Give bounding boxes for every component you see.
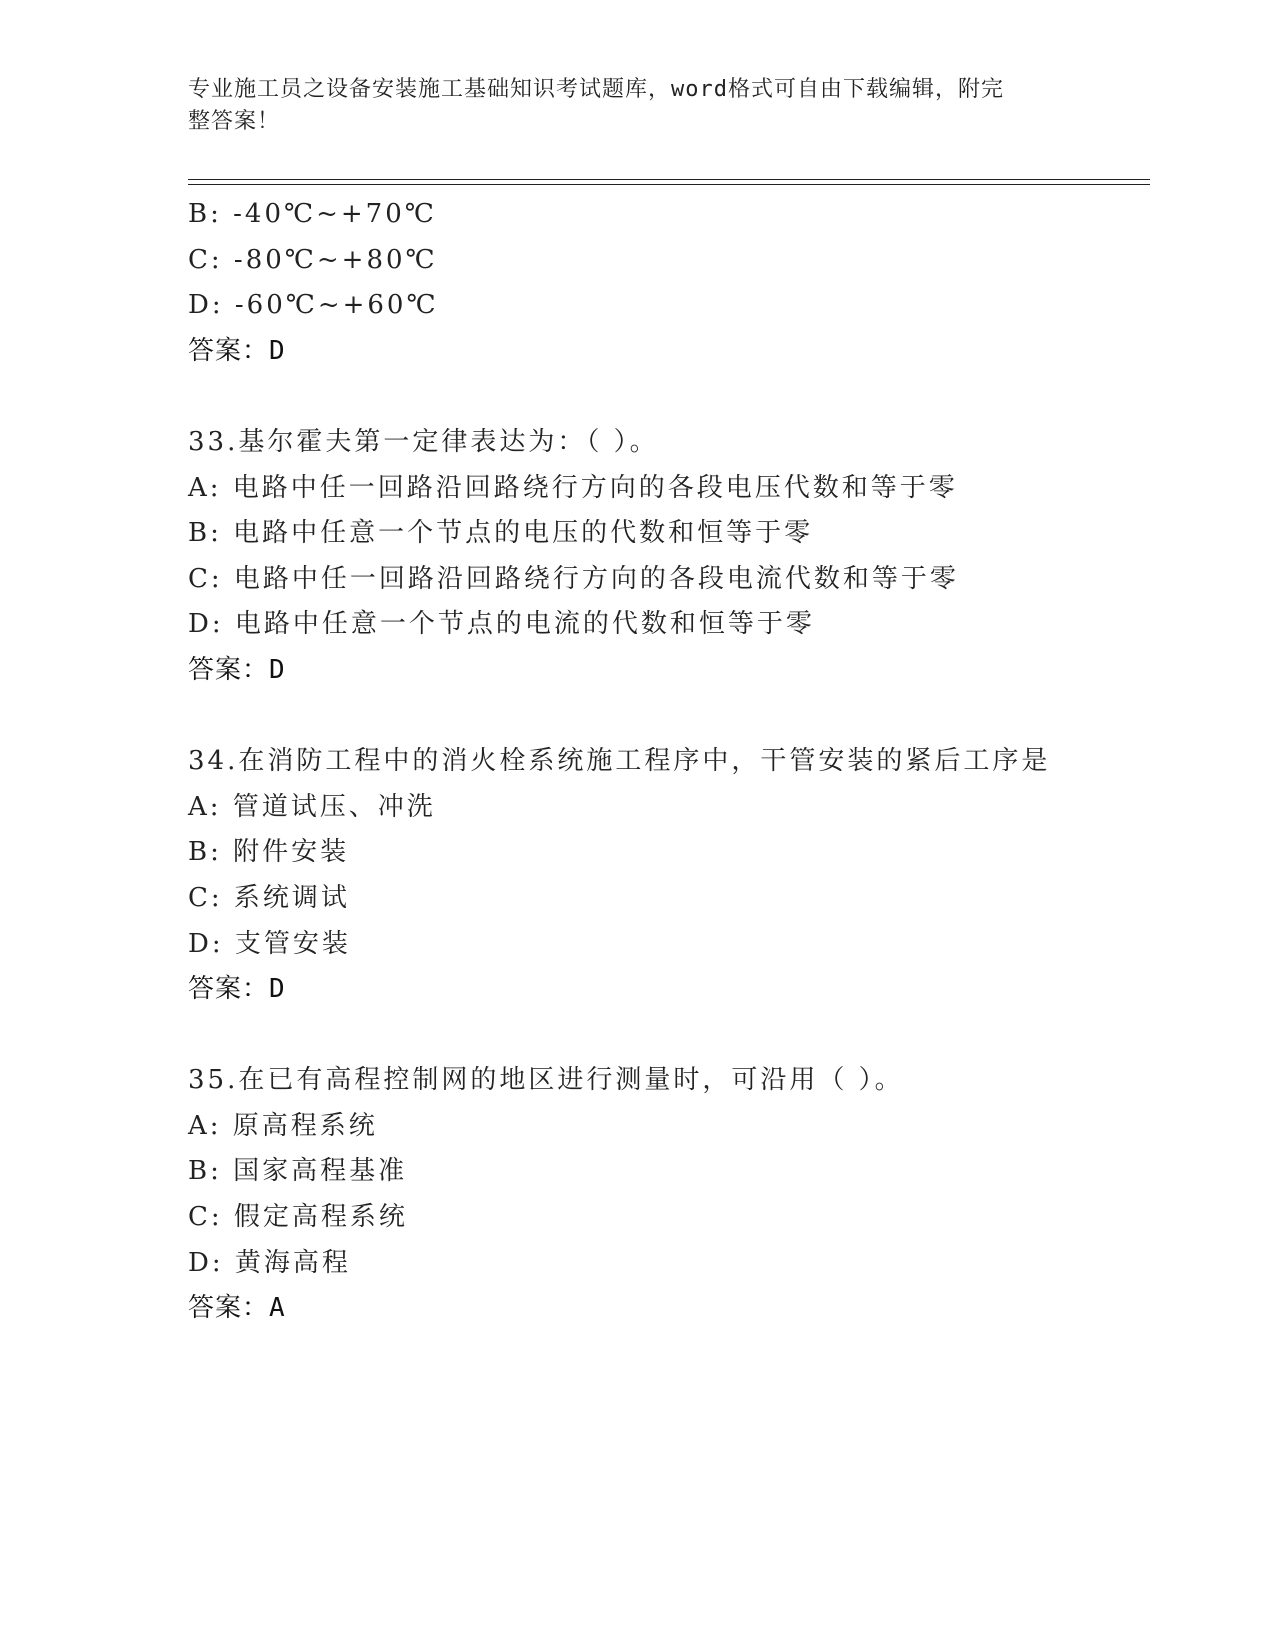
option-c: C: -80℃~+80℃ bbox=[188, 244, 438, 275]
option-b: B: 国家高程基准 bbox=[188, 1156, 408, 1187]
spacer bbox=[188, 694, 1148, 740]
question-content bbox=[188, 192, 1148, 1332]
spacer bbox=[188, 1013, 1148, 1059]
option-d: D: 黄海高程 bbox=[188, 1247, 351, 1278]
option-a: A: 电路中任一回路沿回路绕行方向的各段电压代数和等于零 bbox=[188, 472, 958, 503]
option-b: B: -40℃~+70℃ bbox=[188, 199, 437, 229]
header-line-1: 专业施工员之设备安装施工基础知识考试题库，word格式可自由下载编辑，附完 bbox=[188, 77, 1004, 102]
document-header bbox=[188, 74, 1088, 138]
header-divider-top bbox=[188, 179, 1150, 180]
option-d: D: -60℃~+60℃ bbox=[188, 290, 439, 321]
option-b: B: 附件安装 bbox=[188, 837, 350, 868]
question-35 bbox=[188, 1058, 1148, 1332]
option-b: B: 电路中任意一个节点的电压的代数和恒等于零 bbox=[188, 518, 814, 549]
question-34 bbox=[188, 739, 1148, 1013]
question-33 bbox=[188, 420, 1148, 694]
answer-line: 答案：D bbox=[188, 335, 286, 366]
answer-line: 答案：D bbox=[188, 974, 286, 1005]
previous-question-tail bbox=[188, 192, 1148, 374]
header-line-2: 整答案！ bbox=[188, 109, 281, 134]
question-stem: 34.在消防工程中的消火栓系统施工程序中，干管安装的紧后工序是 bbox=[188, 746, 1051, 777]
header-divider-bottom bbox=[188, 184, 1150, 185]
question-stem: 35.在已有高程控制网的地区进行测量时，可沿用（ ）。 bbox=[188, 1065, 904, 1096]
option-d: D: 支管安装 bbox=[188, 928, 351, 959]
spacer bbox=[188, 374, 1148, 420]
option-a: A: 原高程系统 bbox=[188, 1110, 378, 1141]
option-c: C: 电路中任一回路沿回路绕行方向的各段电流代数和等于零 bbox=[188, 563, 959, 594]
option-a: A: 管道试压、冲洗 bbox=[188, 791, 436, 822]
answer-line: 答案：A bbox=[188, 1293, 286, 1324]
option-c: C: 假定高程系统 bbox=[188, 1202, 408, 1233]
option-c: C: 系统调试 bbox=[188, 882, 350, 913]
question-stem: 33.基尔霍夫第一定律表达为：（ ）。 bbox=[188, 426, 659, 457]
option-d: D: 电路中任意一个节点的电流的代数和恒等于零 bbox=[188, 609, 815, 640]
answer-line: 答案：D bbox=[188, 654, 286, 685]
